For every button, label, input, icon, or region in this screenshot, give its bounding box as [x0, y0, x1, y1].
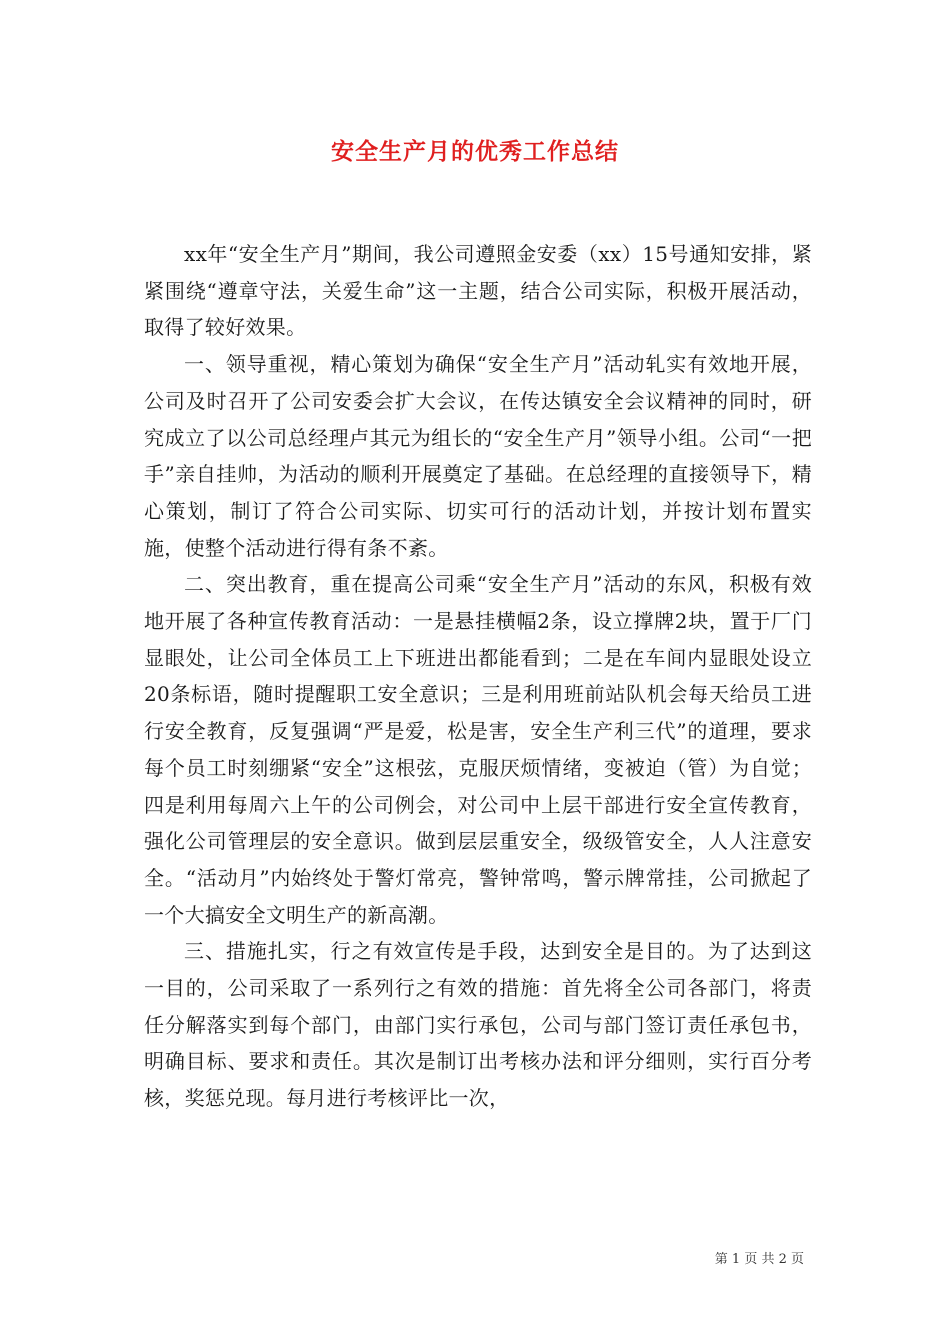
- page-number-footer: 第 1 页 共 2 页: [714, 1252, 804, 1267]
- document-body: [144, 236, 812, 1117]
- paragraph-intro: xx年“安全生产月”期间，我公司遵照金安委（xx）15号通知安排，紧紧围绕“遵章守法，关爱生命”这一主题，结合公司实际，积极开展活动，取得了较好效果。: [144, 242, 812, 340]
- paragraph-section-2: 二、突出教育，重在提高公司乘“安全生产月”活动的东风，积极有效地开展了各种宣传教育活动：一是悬挂横幅2条，设立撑牌2块，置于厂门显眼处，让公司全体员工上下班进出都能看到；二是在车间内显眼处设立20条标语，随时提醒职工安全意识；三是利用班前站队机会每天给员工进行安全教育，反复强调“严是爱，松是害，安全生产利三代”的道理，要求每个员工时刻绷紧“安全”这根弦，克服厌烦情绪，变被迫（管）为自觉；四是利用每周六上午的公司例会，对公司中上层干部进行安全宣传教育，强化公司管理层的安全意识。做到层层重安全，级级管安全，人人注意安全。“活动月”内始终处于警灯常亮，警钟常鸣，警示牌常挂，公司掀起了一个大搞安全文明生产的新高潮。: [144, 572, 812, 927]
- document-title: 安全生产月的优秀工作总结: [331, 138, 619, 165]
- paragraph-section-1: 一、领导重视，精心策划为确保“安全生产月”活动轧实有效地开展，公司及时召开了公司安委会扩大会议，在传达镇安全会议精神的同时，研究成立了以公司总经理卢其元为组长的“安全生产月”领导小组。公司“一把手”亲自挂帅，为活动的顺利开展奠定了基础。在总经理的直接领导下，精心策划，制订了符合公司实际、切实可行的活动计划，并按计划布置实施，使整个活动进行得有条不紊。: [144, 352, 812, 560]
- paragraph-section-3: 三、措施扎实，行之有效宣传是手段，达到安全是目的。为了达到这一目的，公司采取了一系列行之有效的措施：首先将全公司各部门，将责任分解落实到每个部门，由部门实行承包，公司与部门签订责任承包书，明确目标、要求和责任。其次是制订出考核办法和评分细则，实行百分考核，奖惩兑现。每月进行考核评比一次，: [144, 939, 812, 1111]
